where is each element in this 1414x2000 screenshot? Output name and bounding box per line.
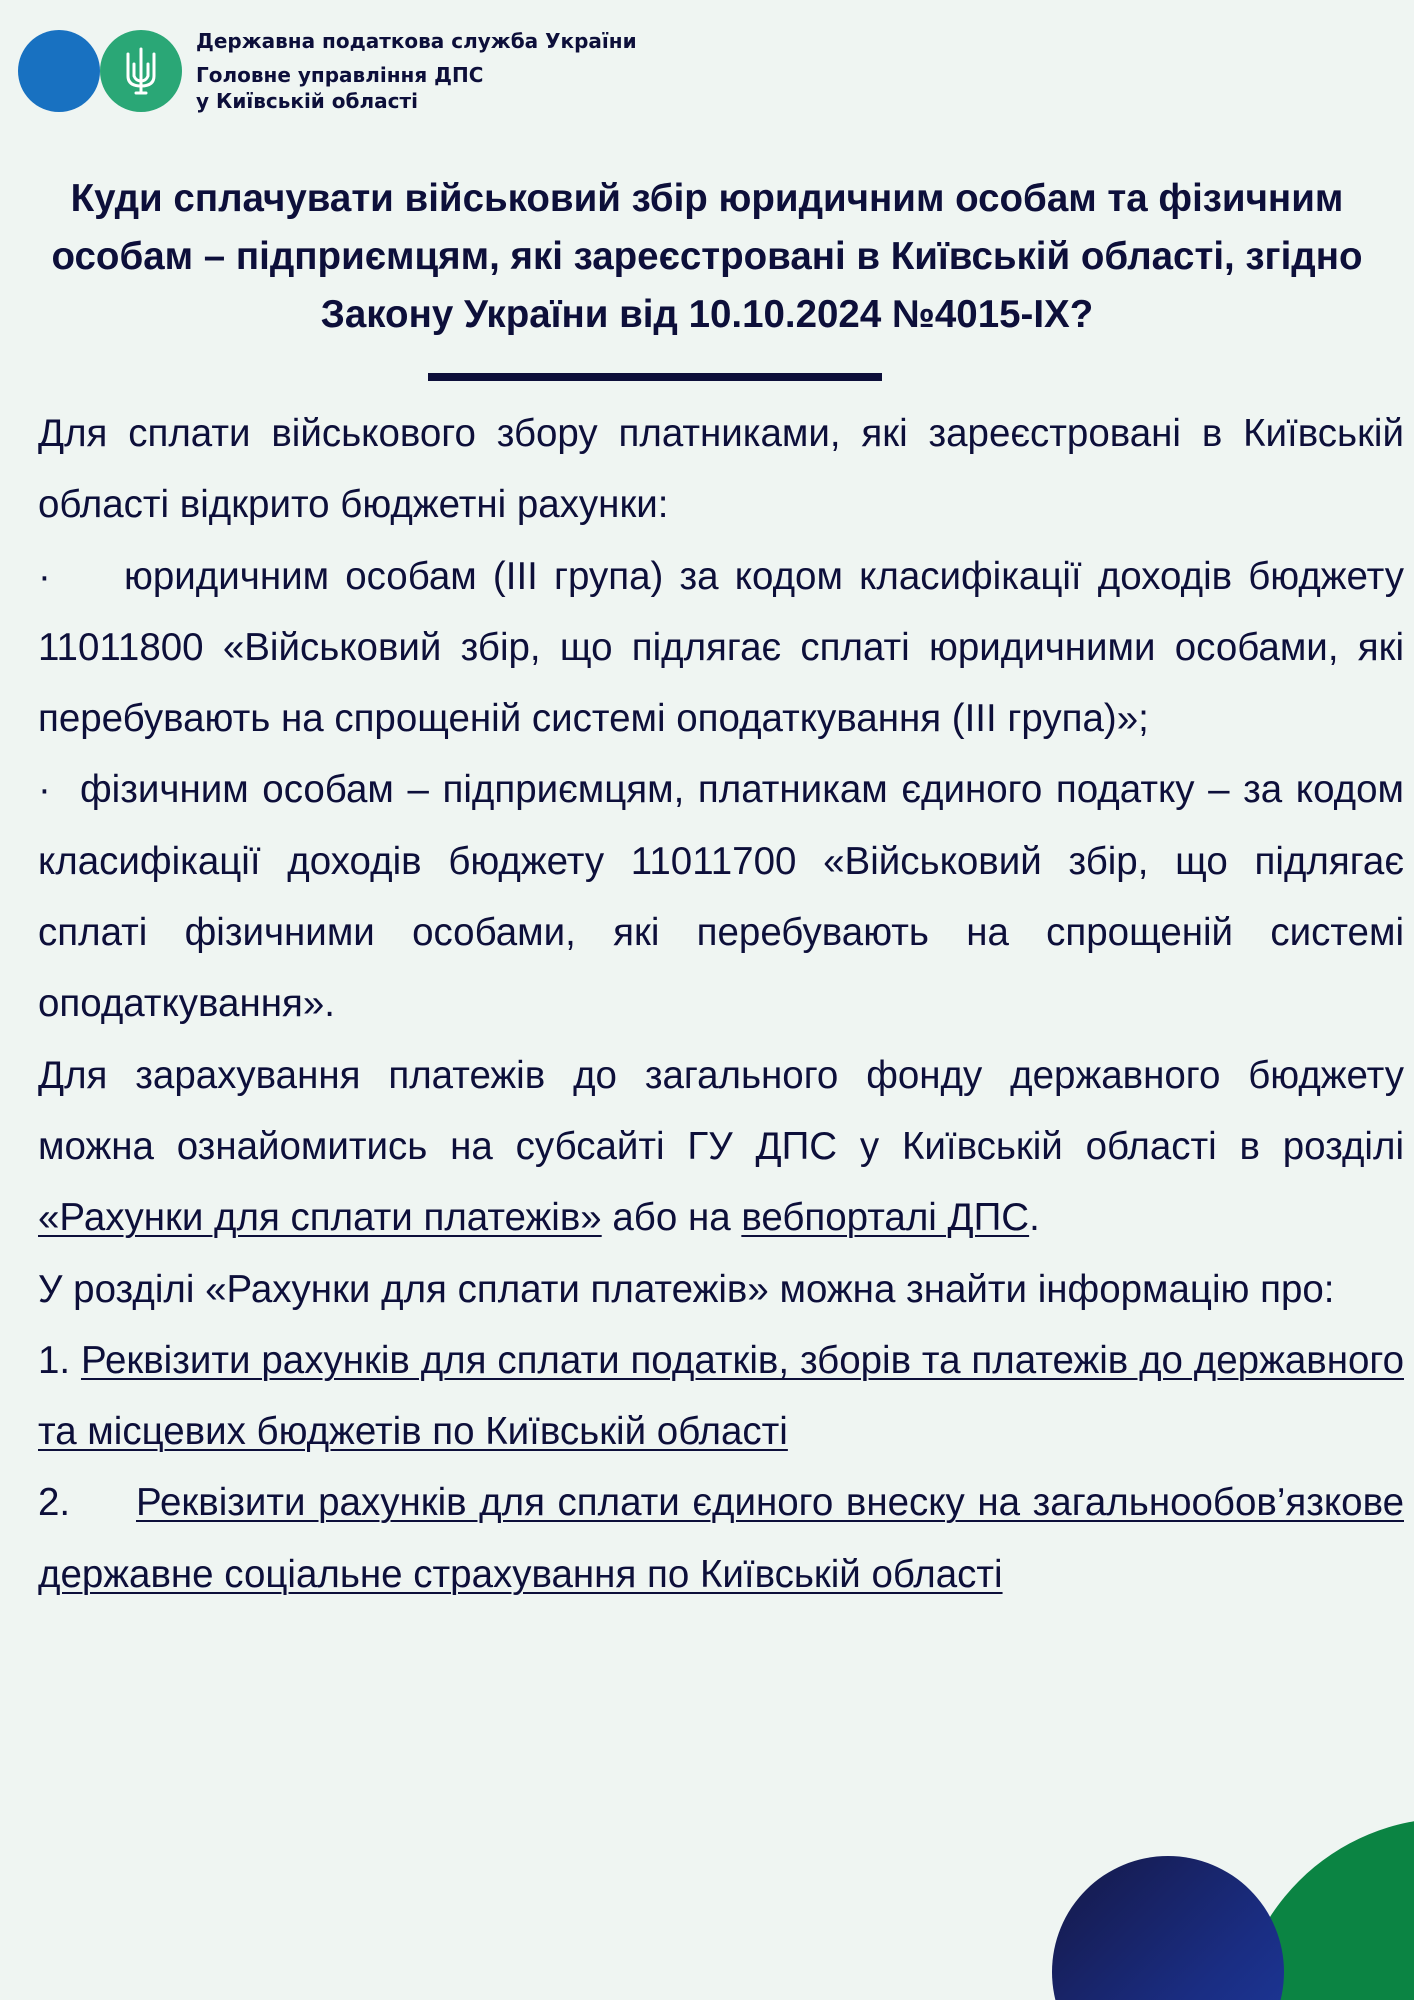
bullet-marker: · bbox=[38, 768, 51, 812]
article-body bbox=[38, 398, 1404, 1610]
dps-webportal-link[interactable]: вебпорталі ДПС bbox=[741, 1196, 1030, 1240]
list-item-1 bbox=[38, 1325, 1404, 1468]
page-title: Куди сплачувати військовий збір юридичним особам та фізичним особам – підприємцям, які зареєстровані в Київській області, згідно Закону України від 10.10.2024 №4015-IX? bbox=[51, 177, 1363, 336]
decorative-navy-circle bbox=[1052, 1856, 1284, 2000]
list-number: 2. bbox=[38, 1481, 71, 1525]
tax-accounts-details-link[interactable]: Реквізити рахунків для сплати податків, зборів та платежів до державного та місцевих бюджетів по Київській області bbox=[38, 1338, 1404, 1454]
list-item-2 bbox=[38, 1467, 1404, 1610]
payment-accounts-link[interactable]: «Рахунки для сплати платежів» bbox=[38, 1196, 602, 1240]
single-contribution-accounts-link[interactable]: Реквізити рахунків для сплати єдиного внеску на загальнообов’язкове державне соціальне страхування по Київській області bbox=[38, 1481, 1404, 1596]
paragraph-text: Для зарахування платежів до загального фонду державного бюджету можна ознайомитись на субсайті ГУ ДПС у Київській області в розділі bbox=[38, 1053, 1404, 1168]
paragraph-text: або на bbox=[601, 1196, 742, 1240]
org-name-line1: Державна податкова служба України bbox=[196, 29, 637, 53]
section-info-paragraph: У розділі «Рахунки для сплати платежів» можна знайти інформацію про: bbox=[38, 1267, 1335, 1311]
bullet-individual-entrepreneurs bbox=[38, 754, 1404, 1039]
bullet-marker: · bbox=[38, 554, 51, 598]
bullet-legal-entities bbox=[38, 541, 1404, 755]
list-number: 1. bbox=[38, 1338, 71, 1382]
org-name-line3: у Київській області bbox=[196, 89, 418, 113]
trident-icon bbox=[124, 46, 158, 96]
dps-logo bbox=[18, 30, 180, 112]
bullet-text: фізичним особам – підприємцям, платникам єдиного податку – за кодом класифікації доходів бюджету 11011700 «Військовий збір, що підлягає сплаті фізичними особами, які перебувають на спрощеній системі оподаткування». bbox=[38, 768, 1404, 1026]
logo-blue-circle bbox=[18, 30, 100, 112]
logo-green-circle bbox=[100, 30, 182, 112]
budget-accounts-paragraph bbox=[38, 1040, 1404, 1254]
org-name-line2: Головне управління ДПС bbox=[196, 63, 484, 87]
title-underline-divider bbox=[428, 373, 882, 381]
paragraph-text: . bbox=[1029, 1196, 1040, 1240]
bullet-text: юридичним особам (III група) за кодом класифікації доходів бюджету 11011800 «Військовий збір, що підлягає сплаті юридичними особами, які перебувають на спрощеній системі оподаткування (III група)»; bbox=[38, 554, 1404, 741]
organization-name bbox=[196, 28, 637, 114]
intro-paragraph: Для сплати військового збору платниками, які зареєстровані в Київській області відкрито бюджетні рахунки: bbox=[38, 412, 1404, 527]
